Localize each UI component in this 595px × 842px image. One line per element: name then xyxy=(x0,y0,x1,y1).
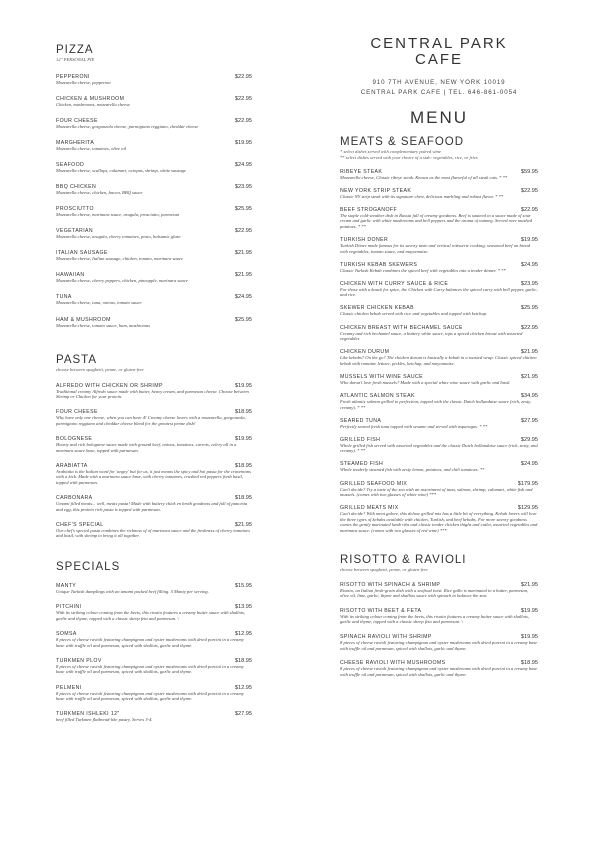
menu-item xyxy=(56,383,252,400)
menu-item xyxy=(56,118,252,130)
menu-item xyxy=(56,711,252,723)
item-description: 8 pieces of cheese ravioli featuring champignon and oyster mushrooms with dried porcini in a creamy base with truffle oil and parmesan, spiced with shallots, garlic and thyme. xyxy=(56,637,244,648)
item-description: Mozzarella cheese, arugula, cherry tomatoes, pesto, balsamic glaze xyxy=(56,234,181,240)
item-name: MARGHERITA xyxy=(56,139,95,146)
menu-item xyxy=(56,685,252,702)
menu-section-risotto-ravioli xyxy=(340,554,538,678)
item-name: CHEF'S SPECIAL xyxy=(56,521,104,528)
item-description: The staple cold-weather dish in Russia full of creamy goodness. Beef is sauteed in a sauce made of sour cream and garlic with white mushrooms and bell peppers and the aroma of nutmeg. Served over mashed potatoes. * ** xyxy=(340,212,533,229)
item-price: $12.95 xyxy=(234,684,252,691)
section-title: MEATS & SEAFOOD xyxy=(340,136,465,148)
section-note: 12" PERSONAL PIE xyxy=(56,57,95,62)
menu-item xyxy=(56,583,252,595)
menu-item xyxy=(340,481,538,498)
menu-item xyxy=(56,409,252,426)
item-name: ITALIAN SAUSAGE xyxy=(56,250,108,257)
item-price: $22.95 xyxy=(234,117,252,124)
item-name: GRILLED FISH xyxy=(340,436,381,443)
item-name: PROSCIUTTO xyxy=(56,206,94,213)
item-description: Mozzarella cheese, cherry peppers, chicken, pineapple, marinara sauce xyxy=(56,278,188,284)
item-price: $18.95 xyxy=(234,409,252,416)
item-price: $179.95 xyxy=(517,480,538,487)
section-note-line: * select dishes served with complementary paired wine xyxy=(340,149,441,154)
item-price: $21.95 xyxy=(520,349,538,356)
item-price: $24.95 xyxy=(520,261,538,268)
item-name: GRILLED MEATS MIX xyxy=(340,505,399,512)
item-price: $22.95 xyxy=(520,324,538,331)
item-price: $22.95 xyxy=(234,228,252,235)
section-note xyxy=(340,149,538,161)
section-title: RISOTTO & RAVIOLI xyxy=(340,553,467,566)
menu-item xyxy=(56,495,252,512)
item-description: Creamy and rich bechamel sauce, a buttery white sauce, tops a spiced chicken breast with assorted vegetables xyxy=(340,330,523,342)
right-column xyxy=(340,36,538,687)
item-price: $21.95 xyxy=(234,250,252,257)
item-name: SPINACH RAVIOLI WITH SHRIMP xyxy=(340,634,432,640)
item-price: $18.95 xyxy=(234,657,252,664)
item-description: Risotto, an Italian fresh-grain dish with a seafood twist. Rice gallo is marinated in a butter, parmesan, olive oil, lime, garlic, thyme and shallots sauce with spinach to balance the zest. xyxy=(340,587,529,599)
item-name: CARBONARA xyxy=(56,494,93,501)
item-name: SEAFOOD xyxy=(56,161,85,168)
item-description: Whole grilled fish served with assorted vegetables and the classic Dutch hollandaise sauce (rich, zesty, and creamy). * ** xyxy=(340,442,538,454)
item-name: SKEWER CHICKEN KEBAB xyxy=(340,305,415,312)
cafe-name-line2: CAFE xyxy=(414,51,463,68)
item-name: CHEESE RAVIOLI WITH MUSHROOMS xyxy=(340,660,446,667)
menu-title: MENU xyxy=(409,108,469,127)
item-name: BEEF STROGANOFF xyxy=(340,206,398,213)
item-price: $129.95 xyxy=(517,505,538,512)
item-name: CHICKEN & MUSHROOM xyxy=(56,95,125,102)
item-name: TUNA xyxy=(56,294,72,301)
menu-item xyxy=(340,281,538,298)
menu-section-meats-seafood xyxy=(340,136,538,534)
item-description: For those with a knack for spice, the Chicken with Curry balances the spiced curry with bell pepper, garlic, and rice. xyxy=(340,286,538,298)
menu-item xyxy=(340,608,538,625)
menu-item xyxy=(340,660,538,677)
menu-item xyxy=(340,437,538,454)
item-name: MUSSELS WITH WINE SAUCE xyxy=(340,373,423,380)
item-price: $27.95 xyxy=(520,417,538,424)
right-sections xyxy=(340,136,538,677)
menu-item xyxy=(56,74,252,86)
item-description: With its striking colour coming from the beets, this risotto features a creamy butter sauce with shallots, garlic and thyme, topped with a classic sheep feta and parmesan. \ xyxy=(56,610,246,622)
menu-item xyxy=(56,631,252,648)
item-name: BBQ CHICKEN xyxy=(56,183,97,190)
item-description: Classic Turkish Kebab combines the spiced beef with vegetables into a tender dinner. * ** xyxy=(340,267,506,273)
menu-item xyxy=(340,237,538,254)
item-description: Like kebabs? On the go? The chicken durum is basically a kebab in a toasted wrap. Classic spiced chicken kebab with romaine lettuce, pickles, ketchup, and mayonnaise. xyxy=(340,355,537,366)
cafe-contact: CENTRAL PARK CAFE | TEL. 646-861-0054 xyxy=(360,89,518,96)
item-description: Whole tenderly steamed fish with zesty lemon, potatoes, and chili tomatoes. ** xyxy=(340,467,485,473)
item-description: Unique Turkish dumplings with an umami packed beef filling. 5 Manty per serving. xyxy=(56,589,209,595)
item-price: $19.95 xyxy=(234,139,252,146)
item-description: Can't decide? Try a taste of the sea with an assortment of tuna, salmon, shrimp, calamari, white fish and mussels. (comes with two glasses of white wine) *** xyxy=(340,486,533,498)
menu-item xyxy=(56,96,252,108)
section-note: choose between spaghetti, penne, or gluten-free xyxy=(56,367,144,373)
item-price: $23.95 xyxy=(520,280,538,287)
item-name: ARABIATTA xyxy=(56,462,88,469)
item-price: $25.95 xyxy=(234,206,252,213)
item-price: $13.95 xyxy=(234,604,252,611)
item-name: RISOTTO WITH BEET & FETA xyxy=(340,607,422,614)
item-price: $22.95 xyxy=(234,95,252,102)
item-description: Traditional creamy Alfredo sauce made with butter, heavy cream, and parmesan cheese. Choose between Shrimp or Chicken for your protein. xyxy=(56,388,249,400)
item-price: $25.95 xyxy=(520,305,538,312)
item-description: beef filled Turkmen flatbread-like pastry. Serves 3-4. xyxy=(56,717,153,723)
item-description: Arabiatta is the Italian word for 'angry' but for us, it just means the spicy and hot pasta for the cravemans with a kick. Made with a marinara sauce base, with cherry tomatoes, crushed red peppers fresh basil, topped with parmesan. xyxy=(56,468,251,485)
item-description: With its striking colour coming from the beets, this risotto features a creamy butter sauce with shallots, garlic and thyme, topped with a classic sheep feta and parmesan. \ xyxy=(340,613,530,625)
section-title: PASTA xyxy=(56,354,97,367)
item-description: Our chef's special pasta combines the richness of of marinara sauce and the freshness of cherry tomatoes and basil, with shrimp to bring it all together. xyxy=(56,527,250,539)
item-name: NEW YORK STRIP STEAK xyxy=(340,187,412,194)
item-price: $21.95 xyxy=(234,521,252,528)
item-description: Fresh atlantic salmon grilled to perfection, topped with the classic Dutch hollandaise sauce (rich, zesty, creamy). * ** xyxy=(340,399,532,410)
item-price: $24.95 xyxy=(234,294,252,301)
item-description: Perfectly seared fresh tuna topped with sesame and served with asparagus. * ** xyxy=(340,423,488,429)
item-price: $22.95 xyxy=(520,187,538,194)
menu-item xyxy=(56,604,252,621)
cafe-name-line1: CENTRAL PARK xyxy=(370,35,508,52)
item-name: FOUR CHEESE xyxy=(56,117,98,124)
item-description: Why have only one cheese, when you can have 4! Creamy cheese lovers with a mozzarella, gorgonzola, parmigiano reggiano and cheddar cheese blend for the greatest penne dish! xyxy=(56,415,246,426)
item-description: Can't decide? With meat galore, this deluxe grilled mix has a little bit of everything. Kebab lovers will love the three types of kebabs available with chicken, Turkish, and beef kebabs. For more savory goodness comes the gently marinated lamb ribs and classic tender chicken thighs and cutlet, assorted vegetables and marinara sauce. (comes with two glasses of red wine) *** xyxy=(340,511,538,534)
item-description: Chicken, mushrooms, mozzarella cheese xyxy=(56,101,131,107)
left-column xyxy=(56,44,252,733)
cafe-header xyxy=(340,36,538,128)
item-name: MANTY xyxy=(56,583,77,590)
menu-item xyxy=(56,184,252,196)
item-name: TURKISH KEBAB SKEWERS xyxy=(340,261,418,268)
menu-item xyxy=(56,317,252,329)
menu-section-pasta xyxy=(56,354,252,539)
item-description: Mozzarella cheese, gorgonzola cheese, parmigiano reggiano, cheddar cheese xyxy=(56,123,199,129)
item-name: ALFREDO WITH CHICKEN OR SHRIMP xyxy=(56,382,163,389)
menu-item xyxy=(56,162,252,174)
section-title: SPECIALS xyxy=(56,560,121,573)
item-price: $19.95 xyxy=(234,382,252,389)
menu-item xyxy=(56,294,252,306)
menu-item xyxy=(340,418,538,430)
item-description: Mozzarella cheese, pepperoni xyxy=(56,79,111,85)
menu-item xyxy=(340,305,538,317)
item-price: $19.95 xyxy=(520,236,538,243)
item-name: RISOTTO WITH SPINACH & SHRIMP xyxy=(340,581,441,588)
item-description: Mozzarella cheese, Classic ribeye steak. Known as the most flavorful of all steak cuts. * ** xyxy=(340,174,508,180)
item-description: Mozzarella cheese, tomatoes, olive oil xyxy=(56,145,126,151)
item-description: 8 pieces of cheese ravioli featuring champignon and oyster mushrooms with dried porcini in a creamy base with truffle oil and parmesan, spiced with shallots, garlic and thyme. xyxy=(56,690,244,702)
item-description: Mozzarella cheese, scallops, calamari, octopus, shrimp, white sausage xyxy=(56,167,186,173)
item-name: RIBEYE STEAK xyxy=(340,168,383,175)
menu-item xyxy=(340,325,538,342)
menu-item xyxy=(56,522,252,539)
item-price: $21.95 xyxy=(520,581,538,588)
item-name: BOLOGNESE xyxy=(56,436,93,442)
item-description: Mozzarella cheese, tuna, onions, tomato sauce xyxy=(56,300,142,306)
item-description: Umami filled meats... well, meats pasta! Made with buttery chick en broth goodness and full of pancetta and egg, this protein rich pasta is topped with parmesan. xyxy=(56,500,248,512)
item-price: $18.95 xyxy=(520,660,538,667)
item-price: $21.95 xyxy=(520,373,538,380)
menu-item xyxy=(340,262,538,274)
item-name: HAM & MUSHROOM xyxy=(56,316,111,323)
item-name: TURKMEN PLOV xyxy=(56,657,102,664)
item-price: $15.95 xyxy=(234,583,252,590)
menu-item xyxy=(340,207,538,230)
menu-item xyxy=(340,188,538,200)
item-name: VEGETARIAN xyxy=(56,228,94,235)
menu-item xyxy=(56,206,252,218)
item-description: 8 pieces of cheese ravioli featuring champignon and oyster mushrooms with dried porcini in a creamy base with truffle oil and parmesan, spiced with shallots, garlic and thyme. xyxy=(56,663,244,675)
item-name: SOMSA xyxy=(56,631,77,638)
item-description: Who doesn't love fresh mussels? Made with a special white wine sauce with garlic and basil. xyxy=(340,379,511,385)
item-price: $18.95 xyxy=(234,462,252,469)
item-description: Mozzarella cheese, tomato sauce, ham, mushrooms xyxy=(56,322,151,328)
menu-item xyxy=(56,250,252,262)
item-description: Mozzarella cheese, Italian sausage, chicken, tomato, marinara sauce xyxy=(56,256,184,262)
menu-item xyxy=(340,169,538,181)
item-price: $19.95 xyxy=(234,436,252,442)
section-note: choose between spaghetti, penne, or gluten-free xyxy=(340,566,428,572)
item-price: $21.95 xyxy=(234,272,252,279)
item-name: CHICKEN BREAST WITH BECHAMEL SAUCE xyxy=(340,324,463,331)
item-price: $19.95 xyxy=(520,607,538,614)
item-price: $34.95 xyxy=(520,393,538,399)
item-description: Turkish Döner made famous for its savory taste and vertical rotisserie cooking, seasoned beef on bread with vegetables, tomato sauce, and mayonnaise. xyxy=(340,242,531,254)
item-price: $23.95 xyxy=(234,183,252,190)
menu-item xyxy=(340,374,538,386)
menu-item xyxy=(56,463,252,486)
menu-section-pizza xyxy=(56,44,252,328)
item-price: $18.95 xyxy=(234,494,252,501)
menu-item xyxy=(56,272,252,284)
item-price: $24.95 xyxy=(234,161,252,168)
item-price: $29.95 xyxy=(520,436,538,443)
menu-item xyxy=(56,228,252,240)
item-name: TURKISH DONER xyxy=(340,236,389,243)
item-description: Mozzarella cheese, marinara sauce, arugula, prosciutto, parmesan xyxy=(56,212,180,218)
menu-item xyxy=(340,505,538,533)
item-price: $12.95 xyxy=(234,631,252,638)
item-price: $59.95 xyxy=(520,168,538,175)
cafe-address: 910 7TH AVENUE, NEW YORK 10019 xyxy=(372,79,506,86)
menu-item xyxy=(340,582,538,599)
menu-item xyxy=(340,461,538,473)
section-title: PIZZA xyxy=(56,44,94,56)
menu-item xyxy=(56,436,252,453)
menu-item xyxy=(340,634,538,651)
item-description: Hearty and rich bolognese sauce made with ground beef, onions, tomatoes, carrots, celery all in a marinara sauce base, topped with parmesan. xyxy=(56,442,237,453)
item-name: PELMENI xyxy=(56,684,82,691)
item-description: 8 pieces of cheese ravioli featuring champignon and oyster mushrooms with dried porcini in a creamy base with truffle oil and parmesan, spiced with shallots, garlic and thyme. xyxy=(340,666,538,677)
menu-item xyxy=(56,658,252,675)
item-name: CHICKEN DURUM xyxy=(340,349,390,356)
item-name: ATLANTIC SALMON STEAK xyxy=(340,393,415,399)
item-name: PEPPERONI xyxy=(56,73,90,80)
menu-item xyxy=(340,349,538,366)
menu-section-specials xyxy=(56,561,252,723)
item-description: 8 pieces of cheese ravioli featuring champignon and oyster mushrooms with dried porcini in a creamy base with truffle oil and parmesan, spiced with shallots, garlic and thyme. xyxy=(340,640,538,651)
section-note-line: ** select dishes served with your choice of a side: vegetables, rice, or fries xyxy=(340,155,478,160)
item-price: $24.95 xyxy=(520,461,538,468)
item-description: Classic NY strip steak with its signature chew, delicious marbling and robust flavor. * ** xyxy=(340,193,504,199)
item-price: $22.95 xyxy=(520,206,538,213)
item-description: Mozzarella cheese, chicken, bacon, BBQ sauce xyxy=(56,189,143,195)
menu-item xyxy=(340,393,538,410)
item-name: PITCHINI xyxy=(56,604,82,611)
item-name: CHICKEN WITH CURRY SAUCE & RICE xyxy=(340,280,449,287)
item-price: $22.95 xyxy=(234,73,252,80)
menu-item xyxy=(56,140,252,152)
item-name: HAWAIIAN xyxy=(56,272,85,279)
item-price: $27.95 xyxy=(234,711,252,718)
item-price: $25.95 xyxy=(234,316,252,323)
item-name: GRILLED SEAFOOD MIX xyxy=(340,480,408,487)
item-name: TURKMEN ISHLEKI 12" xyxy=(56,711,120,718)
item-description: Classic chicken kebab served with rice and vegetables and topped with ketchup. xyxy=(340,311,488,317)
item-name: FOUR CHEESE xyxy=(56,409,98,416)
item-name: SEARED TUNA xyxy=(340,417,382,424)
item-price: $19.95 xyxy=(520,634,538,640)
item-name: STEAMED FISH xyxy=(340,461,384,468)
